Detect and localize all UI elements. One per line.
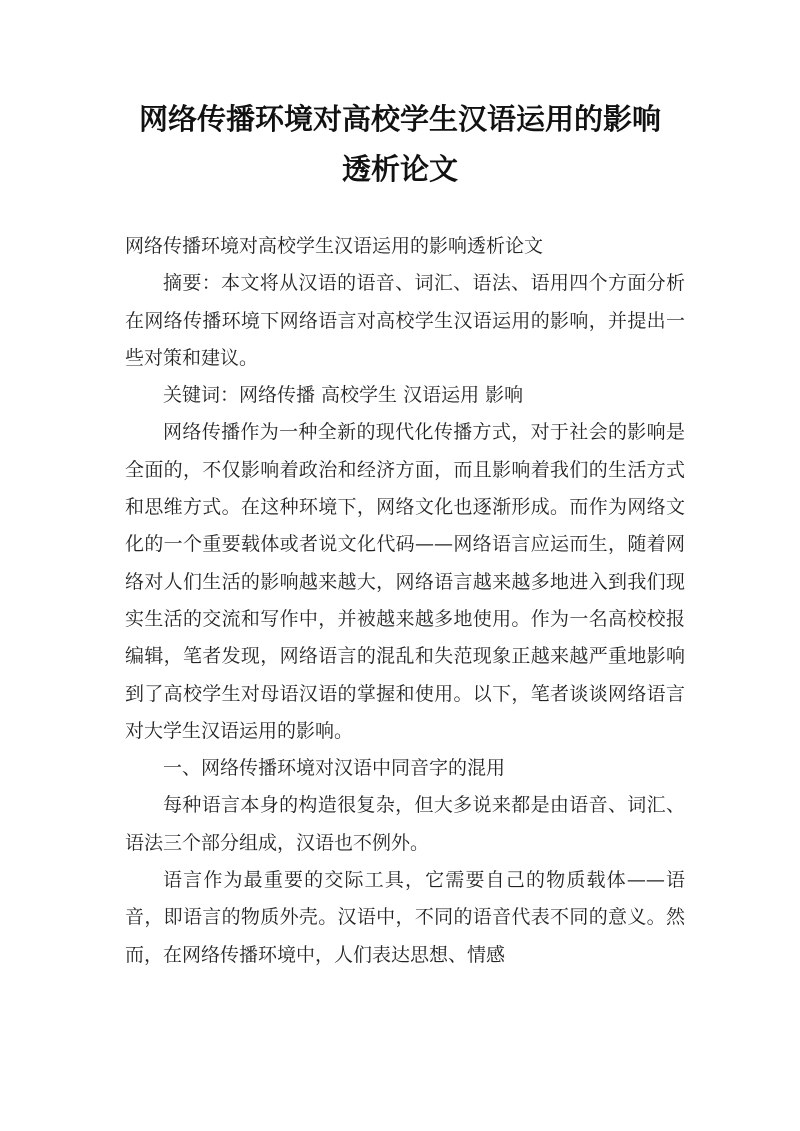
body-paragraph: 语言作为最重要的交际工具，它需要自己的物质载体——语音，即语言的物质外壳。汉语中，不同的语音代表不同的意义。然而，在网络传播环境中，人们表达思想、情感 <box>125 869 685 966</box>
document-body <box>125 228 685 974</box>
intro-paragraph: 网络传播作为一种全新的现代化传播方式，对于社会的影响是全面的，不仅影响着政治和经济方面，而且影响着我们的生活方式和思维方式。在这种环境下，网络文化也逐渐形成。而作为网络文化的一个重要载体或者说文化代码——网络语言应运而生，随着网络对人们生活的影响越来越大，网络语言越来越多地进入到我们现实生活的交流和写作中，并被越来越多地使用。作为一名高校校报编辑，笔者发现，网络语言的混乱和失范现象正越来越严重地影响到了高校学生对母语汉语的掌握和使用。以下，笔者谈谈网络语言对大学生汉语运用的影响。 <box>125 421 685 742</box>
subtitle-paragraph: 网络传播环境对高校学生汉语运用的影响透析论文 <box>125 235 544 257</box>
abstract-paragraph: 摘要：本文将从汉语的语音、词汇、语法、语用四个方面分析在网络传播环境下网络语言对高校学生汉语运用的影响，并提出一些对策和建议。 <box>125 272 685 369</box>
keywords-paragraph: 关键词：网络传播 高校学生 汉语运用 影响 <box>163 384 524 407</box>
document-title <box>100 94 700 194</box>
title-line-2: 透析论文 <box>341 152 458 186</box>
body-paragraph: 每种语言本身的构造很复杂，但大多说来都是由语音、词汇、语法三个部分组成，汉语也不例外。 <box>125 794 685 854</box>
section-heading: 一、网络传播环境对汉语中同音字的混用 <box>163 757 506 780</box>
title-line-1: 网络传播环境对高校学生汉语运用的影响 <box>138 102 661 136</box>
